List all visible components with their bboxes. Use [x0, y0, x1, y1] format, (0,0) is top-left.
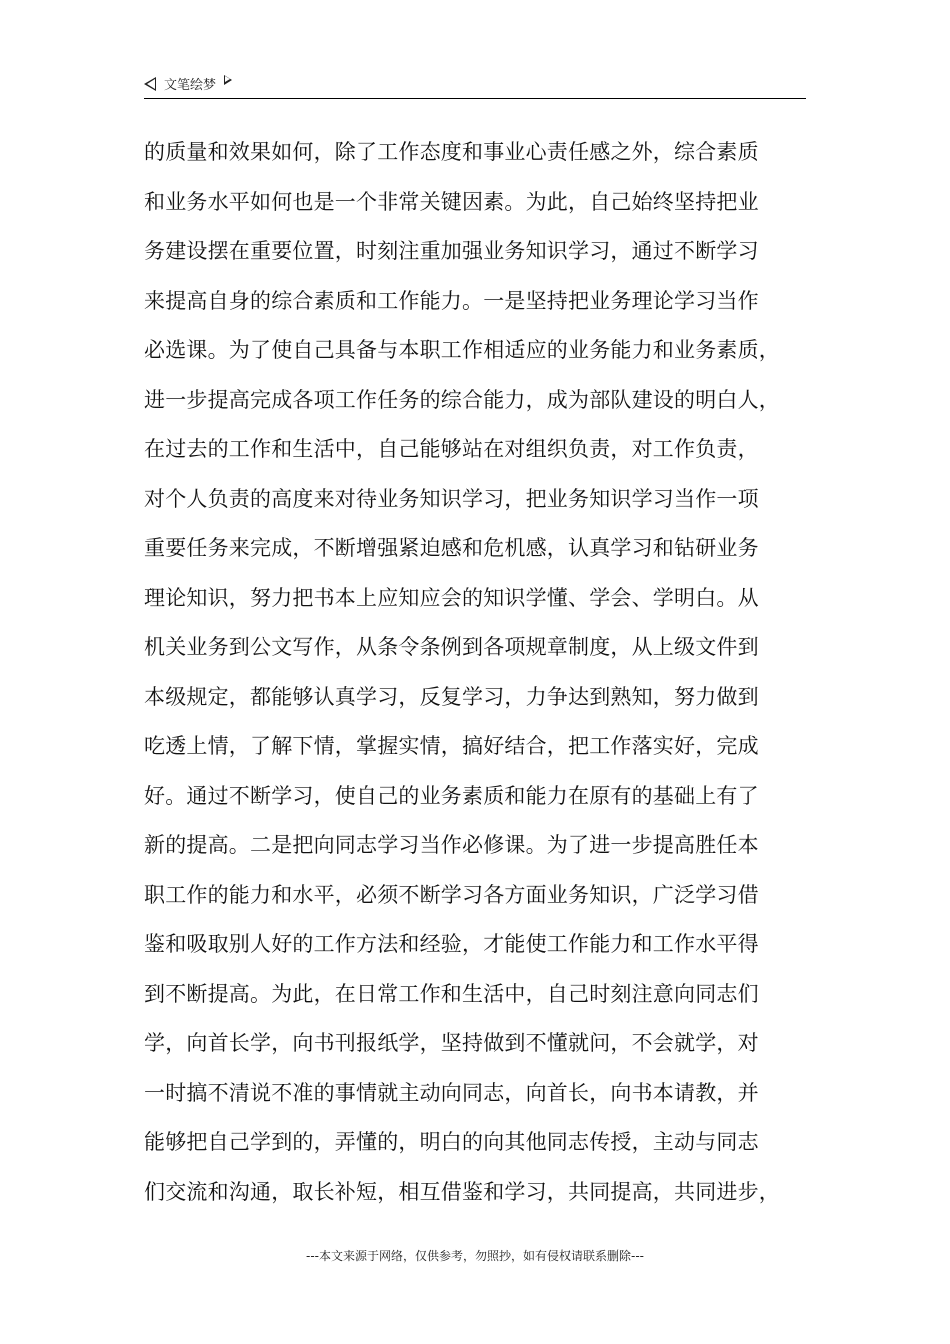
text-line: 到不断提高。为此，在日常工作和生活中，自己时刻注意向同志们 [144, 981, 759, 1006]
text-line: 鉴和吸取别人好的工作方法和经验，才能使工作能力和工作水平得 [144, 932, 759, 956]
text-line: 必选课。为了使自己具备与本职工作相适应的业务能力和业务素质， [144, 338, 780, 362]
text-line: 和业务水平如何也是一个非常关键因素。为此，自己始终坚持把业 [144, 189, 759, 214]
text-line: 吃透上情，了解下情，掌握实情，搞好结合，把工作落实好，完成 [144, 734, 759, 758]
document-body [144, 128, 806, 1217]
text-line: 职工作的能力和水平，必须不断学习各方面业务知识，广泛学习借 [144, 882, 759, 907]
text-line: 能够把自己学到的，弄懂的，明白的向其他同志传授，主动与同志 [144, 1130, 759, 1154]
footer-notice: ---本文来源于网络，仅供参考，勿照抄，如有侵权请联系删除--- [306, 1249, 644, 1263]
text-line: 好。通过不断学习，使自己的业务素质和能力在原有的基础上有了 [144, 783, 759, 808]
triangle-left-icon [144, 77, 156, 91]
text-line: 一时搞不清说不准的事情就主动向同志，向首长，向书本请教，并 [144, 1080, 759, 1105]
text-line: 机关业务到公文写作，从条令条例到各项规章制度，从上级文件到 [144, 635, 759, 659]
text-line: 务建设摆在重要位置，时刻注重加强业务知识学习，通过不断学习 [144, 239, 759, 263]
brand-label: 文笔绘梦 [164, 78, 217, 93]
text-line: 学，向首长学，向书刊报纸学，坚持做到不懂就问，不会就学，对 [144, 1031, 759, 1055]
text-line: 新的提高。二是把向同志学习当作必修课。为了进一步提高胜任本 [144, 833, 759, 857]
text-line: 在过去的工作和生活中，自己能够站在对组织负责，对工作负责， [144, 437, 759, 461]
text-line: 们交流和沟通，取长补短，相互借鉴和学习，共同提高，共同进步， [144, 1179, 780, 1204]
text-line: 重要任务来完成，不断增强紧迫感和危机感，认真学习和钻研业务 [144, 536, 759, 560]
text-line: 对个人负责的高度来对待业务知识学习，把业务知识学习当作一项 [144, 486, 759, 511]
triangle-right-icon [224, 75, 232, 85]
text-line: 进一步提高完成各项工作任务的综合能力，成为部队建设的明白人， [144, 387, 780, 412]
text-line: 来提高自身的综合素质和工作能力。一是坚持把业务理论学习当作 [144, 288, 759, 313]
page-header [144, 72, 806, 99]
text-line: 本级规定，都能够认真学习，反复学习，力争达到熟知，努力做到 [144, 684, 759, 709]
text-line: 的质量和效果如何，除了工作态度和事业心责任感之外，综合素质 [144, 140, 759, 164]
text-line: 理论知识，努力把书本上应知应会的知识学懂、学会、学明白。从 [144, 585, 759, 610]
brand [144, 74, 232, 93]
